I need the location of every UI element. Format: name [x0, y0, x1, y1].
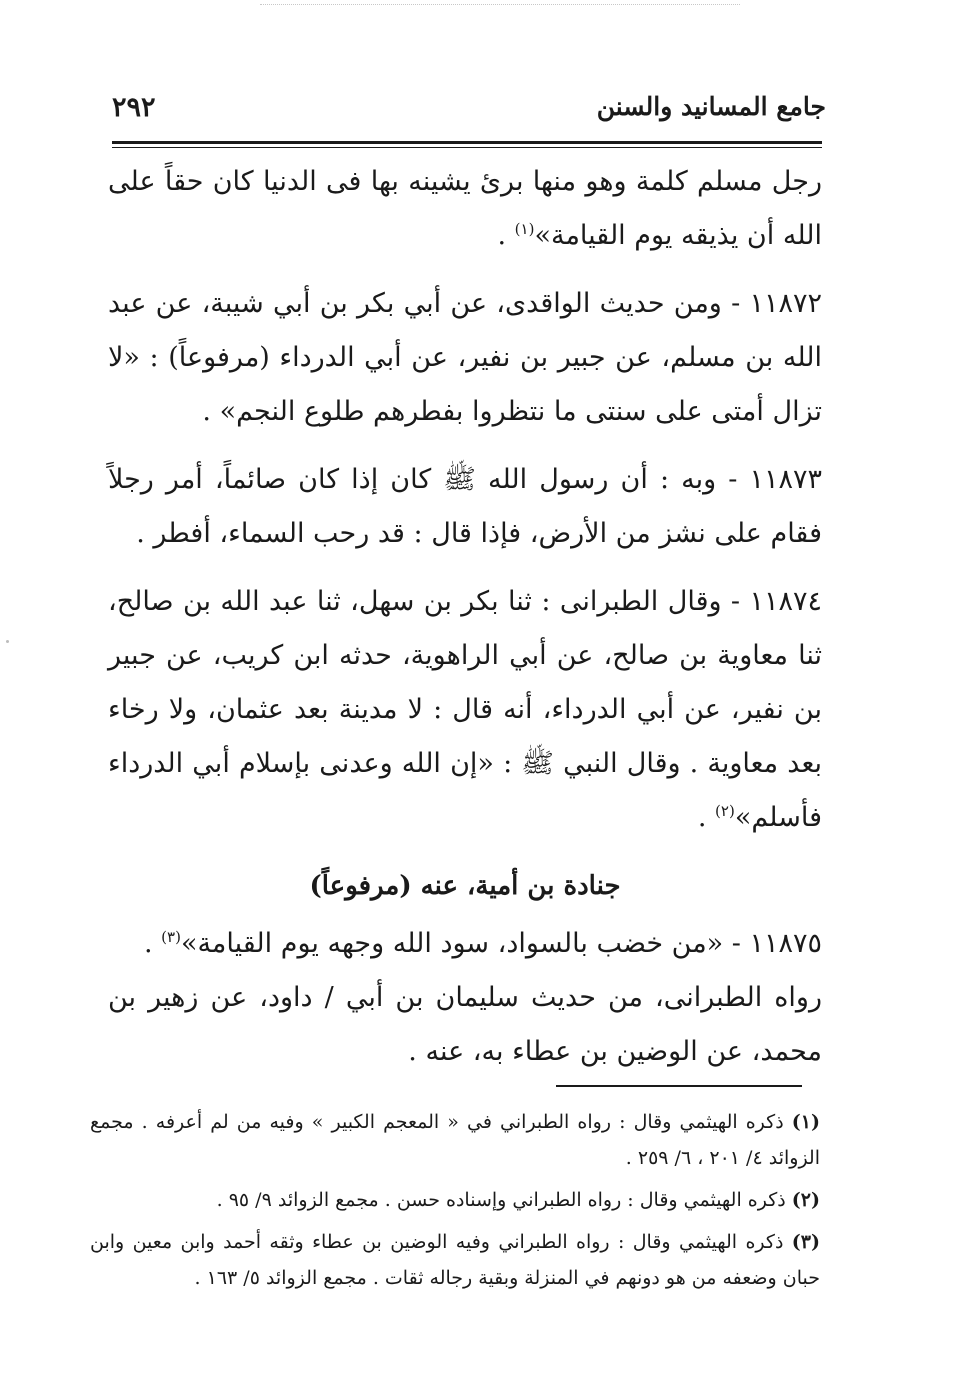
hadith-entry-11872: [108, 277, 822, 439]
paragraph-end: .: [497, 220, 515, 251]
header-rule-thin: [112, 147, 822, 148]
paragraph-text: رجل مسلم كلمة وهو منها برئ يشينه بها فى الدنيا كان حقاً على الله أن يذيقه يوم القيامة»: [108, 166, 822, 251]
footnote-3: [90, 1224, 820, 1296]
footnote-1: [90, 1104, 820, 1176]
scan-artifact: [260, 4, 740, 6]
footnote-ref: (٣): [161, 928, 181, 946]
header-rule: [112, 141, 822, 144]
entry-continuation: رواه الطبرانى، من حديث سليمان بن أبي / داود، عن زهير بن محمد، عن الوضين بن عطاء به، عنه .: [108, 982, 822, 1067]
page-number: ٢٩٢: [112, 92, 156, 123]
continued-paragraph: [108, 155, 822, 263]
footnote-text: ذكره الهيثمي وقال : رواه الطبراني وفيه الوضين بن عطاء وثقه أحمد وابن معين وابن حبان وضعفه من هو دونهم في المنزلة وبقية رجاله ثقات . مجمع الزوائد ٥/ ١٦٣ .: [90, 1231, 820, 1289]
hadith-entry-11875: [108, 917, 822, 1079]
entry-number: ١١٨٧٥: [749, 928, 822, 959]
footnote-mark: (٣): [791, 1231, 820, 1253]
footnote-ref: (١): [514, 220, 535, 238]
entry-number: ١١٨٧٤: [749, 586, 822, 617]
footnote-mark: (٢): [791, 1189, 820, 1211]
footnote-mark: (١): [791, 1111, 820, 1133]
scan-speck: [6, 640, 9, 643]
entry-end: .: [143, 928, 162, 959]
main-text: [108, 155, 822, 1079]
footnotes: [90, 1104, 820, 1302]
footnote-ref: (٢): [715, 802, 735, 820]
entry-number: ١١٨٧٢: [749, 288, 822, 319]
entry-text: - وبه : أن رسول الله ﷺ كان إذا كان صائماً، أمر رجلاً فقام على نشز من الأرض، فإذا قال : قد رحب السماء، أفطر .: [108, 464, 822, 549]
footnote-text: ذكره الهيثمي وقال : رواه الطبراني وإسناده حسن . مجمع الزوائد ٩/ ٩٥ .: [216, 1189, 792, 1211]
entry-number: ١١٨٧٣: [749, 464, 822, 495]
entry-text: - ومن حديث الواقدى، عن أبي بكر بن أبي شيبة، عن عبد الله بن مسلم، عن جبير بن نفير، عن أبي الدرداء (مرفوعاً) : «لا تزال أمتى على سنتى ما نتظروا بفطرهم طلوع النجم» .: [108, 288, 822, 427]
hadith-entry-11874: [108, 575, 822, 845]
entry-text: - وقال الطبرانى : ثنا بكر بن سهل، ثنا عبد الله بن صالح، ثنا معاوية بن صالح، عن أبي الراهوية، حدثه ابن كريب، عن جبير بن نفير، عن أبي الدرداء، أنه قال : لا مدينة بعد عثمان، ولا رخاء بعد معاوية . وقال النبي ﷺ : «إن الله وعدنى بإسلام أبي الدرداء فأسلم»: [108, 586, 822, 833]
footnote-2: [90, 1182, 820, 1218]
footnote-separator: [556, 1085, 802, 1087]
running-title: جامع المسانيد والسنن: [596, 92, 826, 121]
hadith-entry-11873: [108, 453, 822, 561]
entry-text: - «من خضب بالسواد، سود الله وجهه يوم القيامة»: [180, 928, 750, 959]
entry-end: .: [697, 802, 716, 833]
section-heading: جنادة بن أمية، عنه (مرفوعاً): [309, 871, 621, 901]
footnote-text: ذكره الهيثمي وقال : رواه الطبراني في « المعجم الكبير » وفيه من لم أعرفه . مجمع الزوائد ٤/ ٢٠١ ، ٦/ ٢٥٩ .: [90, 1111, 820, 1169]
